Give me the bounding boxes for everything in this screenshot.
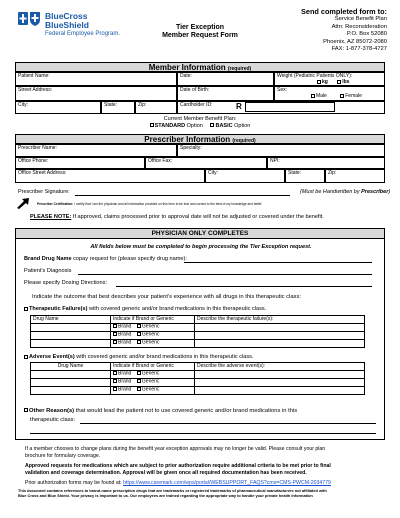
office-state-field[interactable] [285,169,325,183]
drug-name-cell[interactable] [31,324,111,332]
member-info-header [15,62,385,72]
city-label: City: [18,102,28,108]
table-row [31,324,365,332]
send-to-address [262,7,387,53]
table-row [31,379,365,387]
drug-name-cell[interactable] [31,371,111,379]
office-fax-label: Office Fax: [148,158,173,164]
plan-label: Current Member Benefit Plan: [163,116,237,122]
lbs-checkbox[interactable] [337,80,341,84]
signature-label: Prescriber Signature: [18,189,70,195]
cardholder-id-input[interactable] [245,102,335,112]
office-street-field[interactable] [15,169,205,183]
basic-label: BASIC [215,122,233,129]
title-line-2: Member Request Form [162,32,238,40]
brand-generic-cell [111,340,195,348]
street-label: Street Address: [18,87,53,93]
standard-checkbox[interactable] [150,123,154,127]
generic-label: Generic [141,386,160,393]
patient-name-label: Patient Name: [18,73,50,79]
bcbs-logo [18,10,138,44]
member-heading: Member Information [148,63,226,72]
dob-label: Date of Birth: [180,87,210,93]
lbs-label: lbs [342,79,350,86]
other-bold: Other Reason(s) [29,408,75,414]
brand-label: Brand [118,370,132,377]
therapeutic-bold: Therapeutic Failure(s) [29,306,88,312]
office-zip-label: Zip: [328,170,337,176]
date-field[interactable] [177,72,274,86]
brand-label: Brand [118,378,132,385]
table-row [31,332,365,340]
npi-field[interactable] [267,157,385,169]
prescriber-heading: Prescriber Information [144,135,231,144]
approved-line-2: validation and coverage determination. Approval will be given once all required documentation has been received. [25,469,307,476]
npi-label: NPI: [270,158,280,164]
adverse-event-checkbox[interactable] [24,355,28,359]
physician-section [15,228,385,440]
disclaimer [18,489,394,499]
approved-requests-note [25,463,390,476]
cert-bold: Prescriber Certification: [37,202,74,206]
dosing-input[interactable] [116,286,372,287]
col-drug-name: Drug Name [31,363,111,371]
office-phone-field[interactable] [15,157,145,169]
brand-label: Brand [118,339,132,346]
brand-checkbox[interactable] [113,371,117,375]
prescriber-certification [37,203,387,207]
office-city-field[interactable] [205,169,285,183]
therapeutic-failure-option[interactable] [24,306,266,312]
other-reason-input[interactable] [80,423,376,424]
brand-drug-label [24,256,187,262]
send-line: Service Benefit Plan [334,16,387,23]
standard-label: STANDARD [154,122,186,129]
brand-generic-cell [111,387,195,395]
cross-shield-icon [18,12,40,26]
generic-label: Generic [141,331,160,338]
prescriber-name-label: Prescriber Name: [18,145,57,151]
brand-checkbox[interactable] [113,340,117,344]
office-state-label: State: [288,170,302,176]
brand-label: Brand [118,386,132,393]
brand-drug-input[interactable] [184,262,372,263]
generic-checkbox[interactable] [137,332,141,336]
arrow-icon [16,197,30,209]
generic-checkbox[interactable] [137,379,141,383]
table-header-row [31,363,365,371]
brand-generic-cell [111,332,195,340]
prior-auth-link[interactable]: https://www.caremark.com/wps/portal/WEBSUPPORT_FAQS?cms=CMS-PWCM-2034779 [123,480,331,486]
patient-name-field[interactable] [15,72,177,86]
drug-name-cell[interactable] [31,332,111,340]
signature-line[interactable] [75,195,290,196]
zip-field[interactable] [135,101,177,114]
prescriber-info-header [15,134,385,144]
prior-auth-note [25,480,395,487]
col-indicate: Indicate if Brand or Generic [111,316,195,324]
office-city-label: City: [208,170,218,176]
send-line: P.O. Box 52080 [346,31,387,38]
plan-change-line-1: If a member chooses to change plans during the benefit year exception approvals may no longer be valid. Please consult your plan [25,446,326,452]
generic-checkbox[interactable] [137,340,141,344]
benefit-plan [15,116,385,129]
send-heading: Send completed form to: [301,7,387,16]
female-checkbox[interactable] [340,94,344,98]
brand-checkbox[interactable] [113,379,117,383]
generic-checkbox[interactable] [137,387,141,391]
brand-checkbox[interactable] [113,324,117,328]
street-address-field[interactable] [15,86,177,101]
office-street-label: Office Street Address: [18,170,67,176]
brand-generic-cell [111,379,195,387]
dob-field[interactable] [177,86,274,101]
brand-label: Brand [118,323,132,330]
date-label: Date: [180,73,192,79]
brand-generic-cell [111,324,195,332]
send-line: FAX: 1-877-378-4727 [331,45,387,52]
option-label: Option [186,122,203,129]
prior-auth-text: Prior authorization forms may be found at: [25,480,124,486]
cert-text: I certify that I am the physician and all information provided on this form to be true and correct to the best of my knowledge and belief. [73,202,263,206]
drug-name-cell[interactable] [31,387,111,395]
prescriber-name-field[interactable] [15,144,177,157]
approved-line-1: Approved requests for medications which are subject to prior authorization require additional criteria to be met prior to final [25,463,331,469]
logo-blueshield: BlueShield [45,20,89,30]
other-reason-cont: therapeutic class: [30,417,76,423]
brand-checkbox[interactable] [113,332,117,336]
weight-label: Weight (Pediatric Patients ONLY): [277,73,353,79]
please-note-text: If approved, claims processed prior to approval date will not be adjusted or covered under the benefit. [71,214,324,220]
specialty-label: Specialty: [180,145,202,151]
plan-change-note [25,446,390,459]
other-reason-option[interactable] [24,408,297,415]
adverse-text: with covered generic and/or brand medications in this therapeutic class. [74,354,254,360]
generic-label: Generic [141,370,160,377]
col-adverse-event: Describe the adverse event(s): [195,363,365,371]
adverse-bold: Adverse Event(s) [29,354,75,360]
therapeutic-text: with covered generic and/or brand medications in this therapeutic class. [87,306,267,312]
adverse-event-table [30,362,365,395]
drug-name-cell[interactable] [31,340,111,348]
generic-checkbox[interactable] [137,371,141,375]
description-cell[interactable] [195,332,365,340]
state-label: State: [104,102,118,108]
therapeutic-failure-table [30,315,365,348]
must-be-text: (Must be Handwritten by [300,189,362,195]
logo-bluecross: BlueCross [45,11,88,21]
other-reason-input-2[interactable] [30,433,376,434]
send-line: Phoenix, AZ 85072-2080 [323,38,387,45]
office-zip-field[interactable] [325,169,385,183]
state-field[interactable] [101,101,135,114]
option-label: Option [234,122,251,129]
must-be-bold: Prescriber [361,189,389,195]
other-reason-checkbox[interactable] [24,408,28,412]
table-row [31,371,365,379]
form-title [140,24,260,41]
col-drug-name: Drug Name [31,316,111,324]
disclaimer-line-2: Blue Cross and Blue Shield. Your privacy is important to us. Our employees are trained regarding the appropriate way to handle your private health information [18,492,313,498]
generic-label: Generic [141,378,160,385]
description-cell[interactable] [195,379,365,387]
female-label: Female [345,93,362,100]
physician-heading: PHYSICIAN ONLY COMPLETES [16,229,384,239]
brand-text: copay request for (please specify drug name): [71,256,187,262]
generic-checkbox[interactable] [137,324,141,328]
please-note-bold: PLEASE NOTE: [30,214,72,220]
title-line-1: Tier Exception [175,24,225,31]
sex-field[interactable] [274,86,385,101]
generic-label: Generic [141,339,160,346]
prescriber-required: (required) [232,138,256,144]
male-checkbox[interactable] [311,94,315,98]
adverse-event-option[interactable] [24,354,254,360]
col-therapeutic-failure: Describe the therapeutic failure(s): [195,316,365,324]
member-required: (required) [227,66,252,72]
office-fax-field[interactable] [145,157,267,169]
brand-bold: Brand Drug Name [24,256,72,262]
kg-label: kg [322,79,328,86]
office-phone-label: Office Phone: [18,158,49,164]
description-cell[interactable] [195,324,365,332]
plan-change-line-2: brochure for formulary coverage. [25,452,101,459]
brand-generic-cell [111,371,195,379]
disclaimer-line-1: This document contains references to brand-name prescription drugs that are trademarks or registered trademarks of pharmaceutical manufacturers not affiliated with [18,488,327,493]
male-label: Male [316,93,327,100]
city-field[interactable] [15,101,101,114]
description-cell[interactable] [195,371,365,379]
sex-label: Sex: [277,87,288,93]
please-note [30,214,324,220]
all-fields-note: All fields below must be completed to begin processing the Tier Exception request. [90,244,312,250]
brand-label: Brand [118,331,132,338]
table-row [31,387,365,395]
basic-checkbox[interactable] [210,123,214,127]
indicate-outcome: Indicate the outcome that best describes your patient’s experience with all drugs in this therapeutic class: [32,294,301,300]
brand-checkbox[interactable] [113,387,117,391]
therapeutic-failure-checkbox[interactable] [24,307,28,311]
table-row [31,340,365,348]
dosing-label: Please specify Dosing Directions: [24,280,108,286]
weight-field[interactable] [274,72,385,86]
logo-fep: Federal Employee Program. [45,31,121,37]
signature-note [300,189,390,195]
diagnosis-input[interactable] [78,274,372,275]
cardholder-prefix: R [236,102,242,111]
kg-checkbox[interactable] [317,80,321,84]
table-header-row [31,316,365,324]
col-indicate: Indicate if Brand or Generic [111,363,195,371]
specialty-field[interactable] [177,144,385,157]
other-text: that would lead the patient not to use covered generic and/or brand medications in this [74,408,298,414]
diagnosis-label: Patient’s Diagnosis [24,268,72,274]
zip-label: Zip: [138,102,147,108]
must-be-end: ) [388,189,391,195]
send-line: Attn: Reconsideration [331,23,387,30]
description-cell[interactable] [195,387,365,395]
description-cell[interactable] [195,340,365,348]
cardholder-label: Cardholder ID: [180,102,213,108]
drug-name-cell[interactable] [31,379,111,387]
generic-label: Generic [141,323,160,330]
